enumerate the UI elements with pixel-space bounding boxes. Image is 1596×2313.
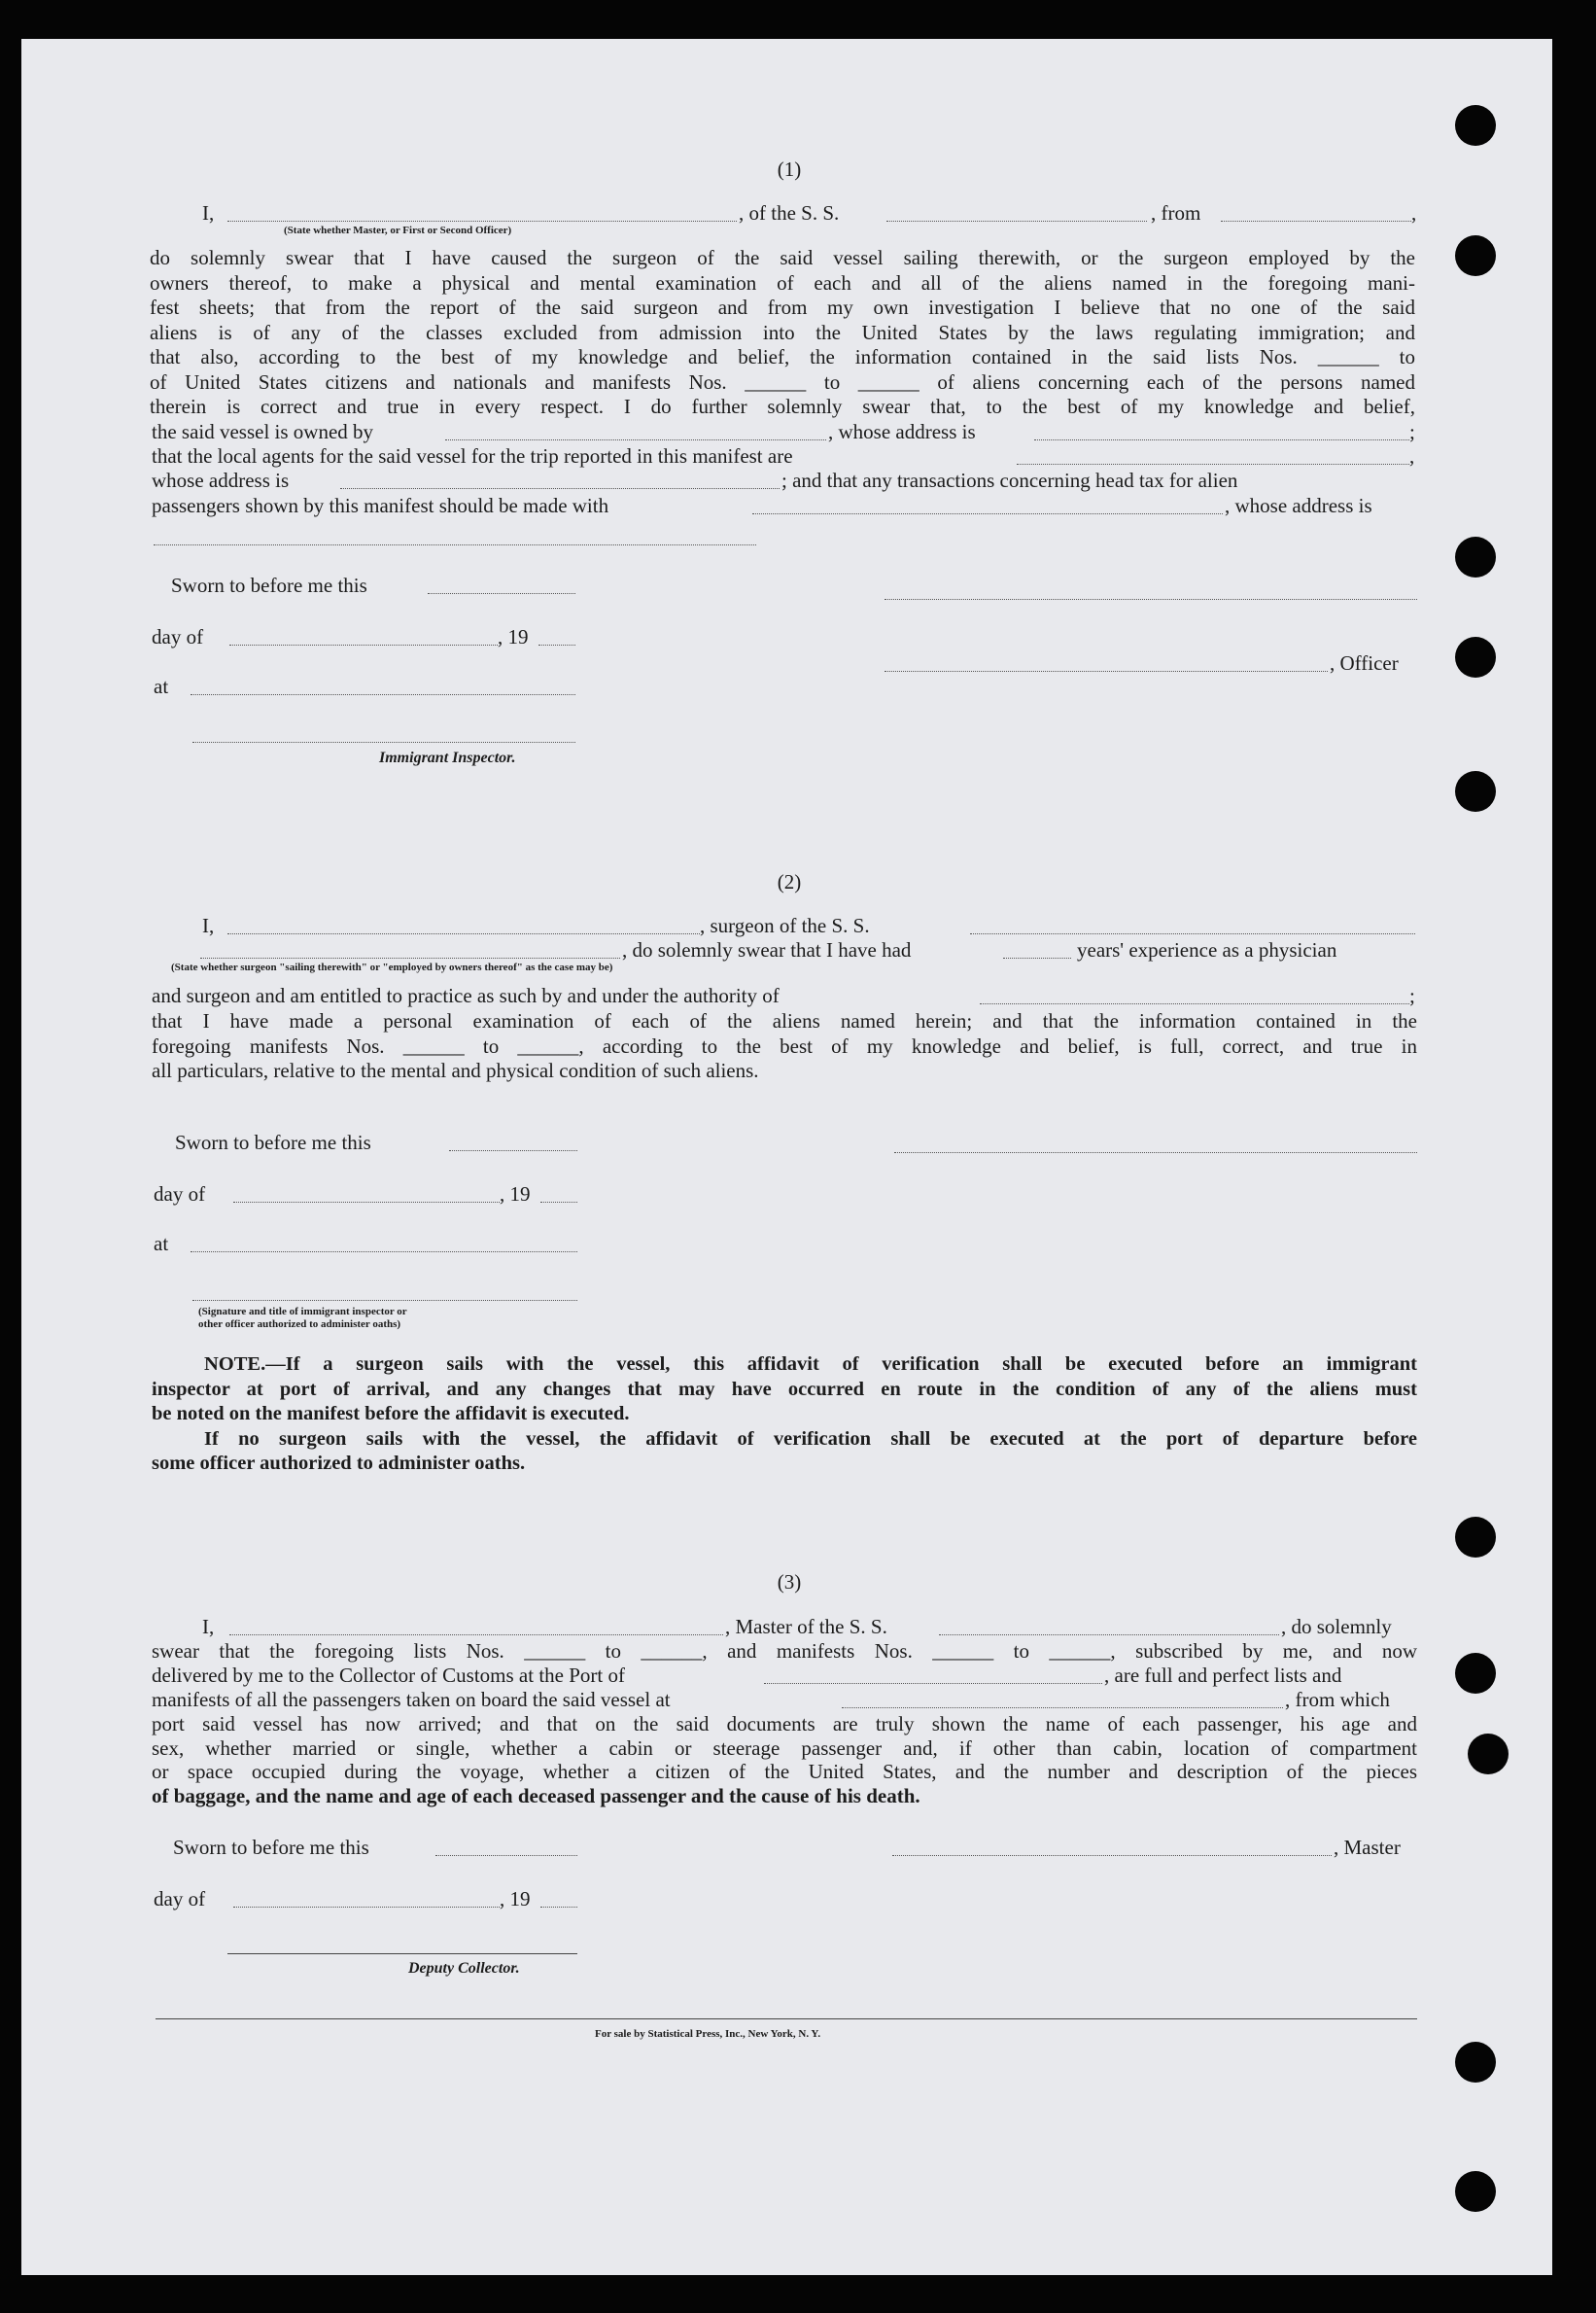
punch-hole — [1455, 1517, 1496, 1558]
punch-hole — [1455, 105, 1496, 146]
surgeon-of-label: , surgeon of the S. S. — [700, 914, 870, 937]
surgeon-status-field[interactable] — [200, 958, 620, 959]
punch-hole — [1455, 637, 1496, 678]
punch-hole — [1455, 2042, 1496, 2083]
semicolon: ; — [1409, 420, 1415, 443]
year-field[interactable] — [540, 1202, 577, 1203]
years-text: years' experience as a physician — [1077, 938, 1337, 962]
section-2-number: (2) — [777, 870, 802, 894]
lists-text: , are full and perfect lists and — [1104, 1664, 1342, 1687]
punch-hole — [1455, 2171, 1496, 2212]
oath-paragraph-1: do solemnly swear that I have caused the surgeon of the said vessel sailing therewith, or the surgeon employed by the owners thereof, to make a physical and mental examination of each and all of the aliens named in the foregoing mani- fest sheets; that from the report of the said surgeon and from my own investigation I believe that no one of the said aliens is of any of the classes excluded from admission into the United States by the laws regulating immigration; and that also, according to the best of my knowledge and belief, the information contained in the said lists Nos. ______ to of United States citizens and nationals and manifests Nos. ______ to ______ of aliens concerning each of the persons named therein is correct and true in every respect. I do further solemnly swear that, to the best of my knowledge and belief, — [150, 246, 1415, 418]
punch-hole — [1455, 235, 1496, 276]
authority-field[interactable] — [980, 1003, 1409, 1004]
year-field[interactable] — [538, 645, 575, 646]
swear-text: , do solemnly swear that I have had — [622, 938, 912, 962]
master-label: , Master — [1334, 1836, 1401, 1859]
port-field[interactable] — [764, 1683, 1102, 1684]
immigrant-inspector-caption: Immigrant Inspector. — [379, 750, 516, 766]
day-of-label: day of — [152, 625, 204, 648]
boarding-port-field[interactable] — [842, 1707, 1283, 1708]
signature-caption: (Signature and title of immigrant inspector or — [198, 1306, 407, 1317]
i-label: I, — [202, 201, 215, 225]
sworn-label: Sworn to before me this — [171, 574, 367, 597]
surgeon-ship-field[interactable] — [970, 933, 1415, 934]
whose-address-label: , whose address is — [828, 420, 976, 443]
officer-label: , Officer — [1330, 651, 1399, 675]
place-field[interactable] — [191, 1251, 577, 1252]
passengers-label: passengers shown by this manifest should be made with — [152, 494, 609, 517]
local-agents-label: that the local agents for the said vessel for the trip reported in this manifest are — [152, 444, 793, 468]
inspector-signature-field[interactable] — [192, 1300, 577, 1301]
i-label: I, — [202, 914, 215, 937]
sworn-date-field[interactable] — [435, 1855, 577, 1856]
oath-line: swear that the foregoing lists Nos. ______ to ______, and manifests Nos. ______ to ______, subscribed by me, and now — [152, 1639, 1417, 1663]
punch-hole — [1455, 1653, 1496, 1694]
at-label: at — [154, 1232, 169, 1255]
ship-name-field[interactable] — [939, 1634, 1279, 1635]
boarded-label: manifests of all the passengers taken on board the said vessel at — [152, 1688, 671, 1711]
section-3-number: (3) — [777, 1570, 802, 1594]
comma: , — [1409, 444, 1415, 468]
place-field[interactable] — [191, 694, 575, 695]
whose-address-label: whose address is — [152, 469, 290, 492]
punch-hole — [1468, 1734, 1509, 1774]
port-label: delivered by me to the Collector of Customs at the Port of — [152, 1664, 625, 1687]
officer-title-field[interactable] — [885, 671, 1328, 672]
footer-rule — [156, 2018, 1417, 2019]
surgeon-caption: (State whether surgeon "sailing therewith" or "employed by owners thereof" as the case may be) — [171, 962, 613, 973]
printer-imprint: For sale by Statistical Press, Inc., New York, N. Y. — [595, 2028, 821, 2040]
semicolon: ; — [1409, 984, 1415, 1007]
from-label: , from — [1151, 201, 1201, 225]
sworn-label: Sworn to before me this — [175, 1131, 371, 1154]
agents-address-field[interactable] — [340, 488, 780, 489]
head-tax-address-field[interactable] — [154, 544, 756, 545]
officer-caption: (State whether Master, or First or Second Officer) — [284, 225, 512, 236]
sworn-date-field[interactable] — [428, 593, 575, 594]
note-block: NOTE.—If a surgeon sails with the vessel, this affidavit of verification shall be executed before an immigrant inspector at port of arrival, and any changes that may have occurred en route in the condition of any of the aliens must be noted on the manifest before the affidavit is executed. If no surgeon sails with the vessel, the affidavit of verification shall be executed at the port of departure before some officer authorized to administer oaths. — [152, 1353, 1417, 1474]
master-name-field[interactable] — [229, 1634, 723, 1635]
from-which-text: , from which — [1285, 1688, 1390, 1711]
deputy-signature-field[interactable] — [227, 1953, 577, 1954]
month-field[interactable] — [233, 1202, 500, 1203]
at-label: at — [154, 675, 169, 698]
authority-label: and surgeon and am entitled to practice as such by and under the authority of — [152, 984, 780, 1007]
surgeon-signature-field[interactable] — [894, 1152, 1417, 1153]
sworn-label: Sworn to before me this — [173, 1836, 369, 1859]
ship-name-field[interactable] — [886, 221, 1147, 222]
master-of-label: , Master of the S. S. — [725, 1615, 887, 1638]
month-field[interactable] — [229, 645, 498, 646]
officer-signature-field[interactable] — [885, 599, 1417, 600]
year-prefix: , 19 — [500, 1182, 531, 1206]
section-1-number: (1) — [777, 158, 802, 181]
comma: , — [1411, 201, 1417, 225]
owner-address-field[interactable] — [1034, 439, 1409, 440]
year-prefix: , 19 — [500, 1887, 531, 1910]
surgeon-name-field[interactable] — [227, 933, 700, 934]
from-port-field[interactable] — [1221, 221, 1411, 222]
owner-field[interactable] — [445, 439, 826, 440]
officer-name-field[interactable] — [227, 221, 737, 222]
local-agents-field[interactable] — [1017, 464, 1409, 465]
head-tax-agent-field[interactable] — [752, 513, 1223, 514]
punch-hole — [1455, 537, 1496, 578]
oath-paragraph-2: that I have made a personal examination of each of the aliens named herein; and that the information contained in the foregoing manifests Nos. ______ to ______, according to the best of my knowledge and belief, is full, correct, and true in all particulars, relative to the mental and physical condition of such aliens. — [152, 1009, 1417, 1082]
master-signature-field[interactable] — [892, 1855, 1332, 1856]
day-of-label: day of — [154, 1887, 206, 1910]
owned-by-label: the said vessel is owned by — [152, 420, 374, 443]
day-of-label: day of — [154, 1182, 206, 1206]
punch-hole — [1455, 771, 1496, 812]
month-field[interactable] — [233, 1907, 500, 1908]
year-field[interactable] — [540, 1907, 577, 1908]
inspector-signature-field[interactable] — [192, 742, 575, 743]
year-prefix: , 19 — [498, 625, 529, 648]
signature-caption: other officer authorized to administer oaths) — [198, 1318, 401, 1330]
i-label: I, — [202, 1615, 215, 1638]
oath-paragraph-3: port said vessel has now arrived; and that on the said documents are truly shown the name of each passenger, his age and sex, whether married or single, whether a cabin or steerage passenger and, if other than cabin, location of compartment or space occupied during the voyage, whether a citizen of the United States, and the number and description of the pieces of baggage, and the name and age of each deceased passenger and the cause of his death. — [152, 1712, 1417, 1807]
of-ss-label: , of the S. S. — [739, 201, 840, 225]
whose-address-label: , whose address is — [1225, 494, 1372, 517]
head-tax-text: ; and that any transactions concerning head tax for alien — [781, 469, 1238, 492]
years-field[interactable] — [1003, 958, 1071, 959]
sworn-date-field[interactable] — [449, 1150, 577, 1151]
do-solemnly-text: , do solemnly — [1281, 1615, 1392, 1638]
deputy-collector-caption: Deputy Collector. — [408, 1960, 520, 1977]
